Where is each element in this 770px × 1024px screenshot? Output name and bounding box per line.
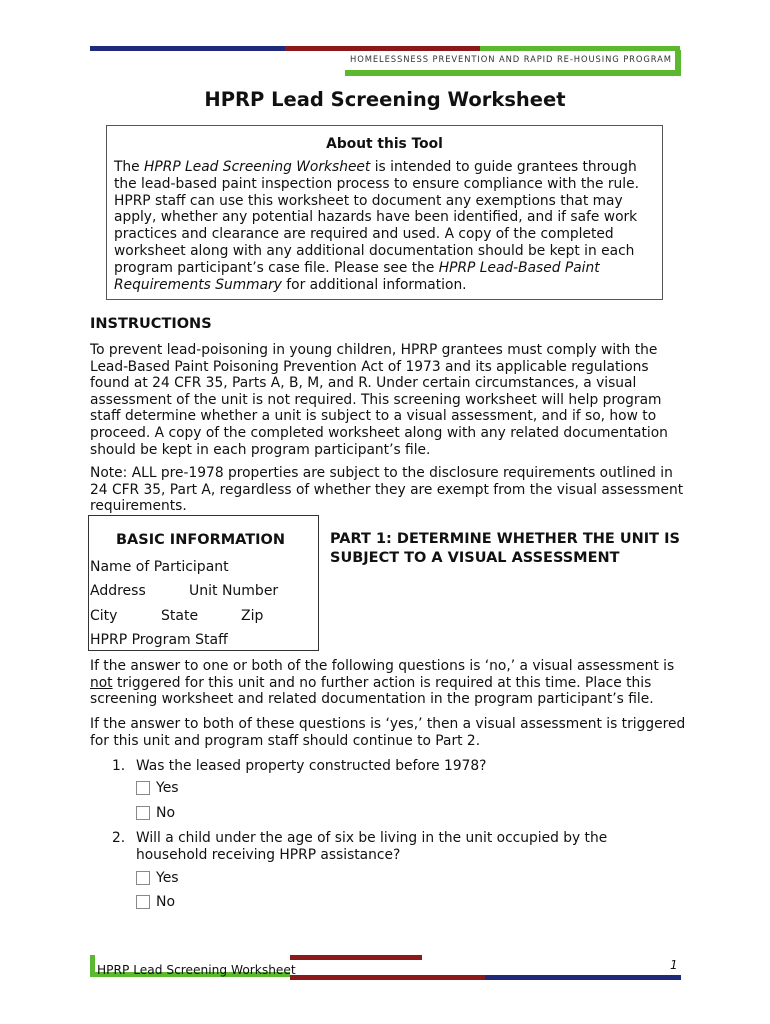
question-2-no-label: No (156, 894, 176, 910)
question-2-yes-checkbox[interactable] (136, 871, 150, 885)
about-text: The HPRP Lead Screening Worksheet is intended to guide grantees through the lead-based paint inspection process to ensure compliance with the rule. HPRP staff can use this worksheet to document any exemptions that may apply, whether any potential hazards have been identified, and if safe work practices and clearance are required and used. A copy of the completed worksheet along with any additional documentation should be kept in each program participant’s case file. Please see the HPRP Lead-Based Paint Requirements Summary for additional information. (114, 159, 639, 293)
city-label: City (90, 608, 118, 624)
unit-number-label: Unit Number (189, 583, 279, 599)
instructions-paragraph: To prevent lead-poisoning in young children, HPRP grantees must comply with the Lead-Based Paint Poisoning Prevention Act of 1973 and its applicable regulations found at 24 CFR 35, Parts A, B, M, and R. Under certain circumstances, a visual assessment of the unit is not required. This screening worksheet will help program staff determine whether a unit is subject to a visual assessment, and if so, how to proceed. A copy of the completed worksheet along with any related documentation should be kept in each program participant’s file. (90, 342, 668, 458)
zip-label: Zip (241, 608, 264, 624)
question-2-yes-label: Yes (156, 870, 179, 886)
header-program-name: HOMELESSNESS PREVENTION AND RAPID RE-HOUSING PROGRAM (350, 54, 672, 64)
question-1-yes-checkbox[interactable] (136, 781, 150, 795)
basic-information-heading: BASIC INFORMATION (116, 532, 286, 548)
question-1-number: 1. (112, 758, 126, 774)
question-2-no-checkbox[interactable] (136, 895, 150, 909)
participant-name-label: Name of Participant (90, 559, 229, 575)
footer-title: HPRP Lead Screening Worksheet (97, 963, 296, 977)
page-number: 1 (670, 958, 678, 972)
part1-note-yes: If the answer to both of these questions is ‘yes,’ then a visual assessment is triggered for this unit and program staff should continue to Part 2. (90, 716, 686, 749)
about-heading: About this Tool (326, 136, 443, 152)
question-1-yes-label: Yes (156, 780, 179, 796)
disclosure-note: Note: ALL pre-1978 properties are subject to the disclosure requirements outlined in 24 CFR 35, Part A, regardless of whether they are exempt from the visual assessment requirements. (90, 465, 684, 515)
instructions-heading: INSTRUCTIONS (90, 316, 212, 332)
footer-bar-maroon (290, 975, 485, 980)
question-2-text: Will a child under the age of six be living in the unit occupied by the household receiving HPRP assistance? (136, 830, 608, 863)
question-2-number: 2. (112, 830, 126, 846)
about-box (106, 125, 663, 300)
basic-information-box (88, 515, 319, 651)
footer-bar-maroon-top (290, 955, 422, 960)
address-label: Address (90, 583, 146, 599)
part1-heading: PART 1: DETERMINE WHETHER THE UNIT IS SUBJECT TO A VISUAL ASSESSMENT (330, 531, 680, 566)
page-title: HPRP Lead Screening Worksheet (204, 88, 566, 111)
footer-bar-navy (485, 975, 681, 980)
question-1-no-checkbox[interactable] (136, 806, 150, 820)
state-label: State (161, 608, 199, 624)
part1-note-no: If the answer to one or both of the following questions is ‘no,’ a visual assessment is not triggered for this unit and no further action is required at this time. Place this screening worksheet and related documentation in the program participant’s file. (90, 658, 675, 708)
question-1-no-label: No (156, 805, 176, 821)
header-bar-navy (90, 46, 285, 51)
program-staff-label: HPRP Program Staff (90, 632, 228, 648)
question-1-text: Was the leased property constructed before 1978? (136, 758, 487, 774)
